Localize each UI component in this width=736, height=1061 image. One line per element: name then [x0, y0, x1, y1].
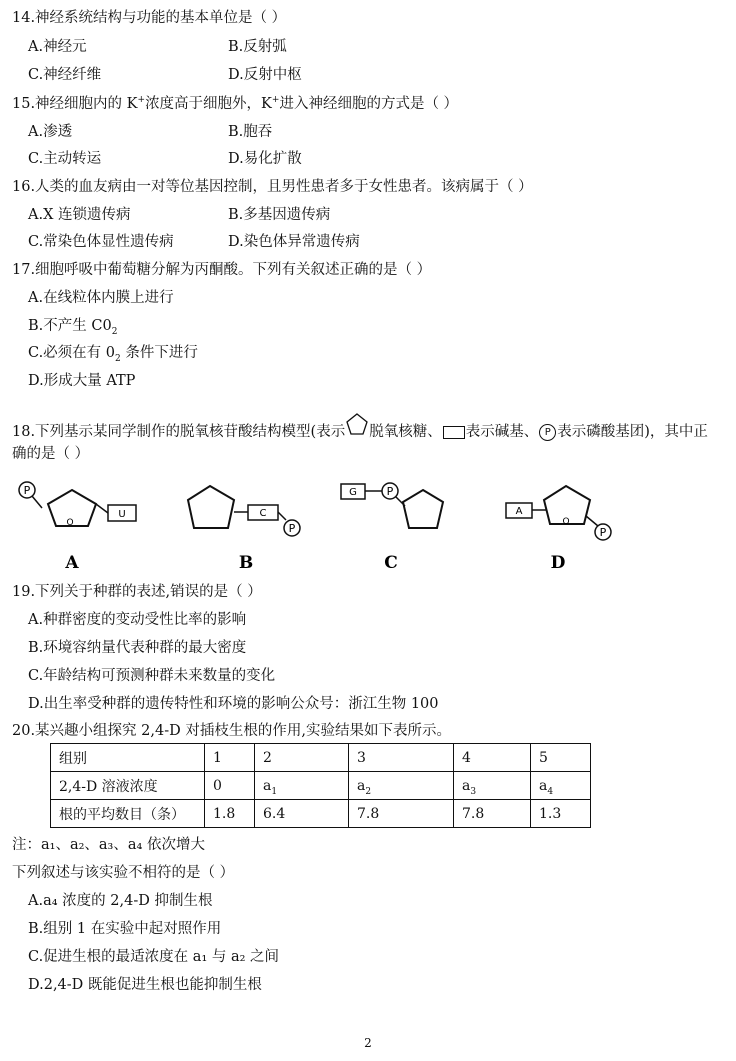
svg-text:C: C: [384, 553, 398, 573]
q16-option-c: C.常染色体显性遗传病: [28, 234, 174, 250]
svg-text:A: A: [515, 506, 523, 517]
q17-option-c: C.必须在有 $0_2$ 条件下进行: [28, 345, 198, 364]
q16-option-d: D.染色体异常遗传病: [228, 234, 360, 250]
svg-text:P: P: [288, 522, 296, 535]
svg-text:U: U: [118, 509, 126, 520]
svg-text:P: P: [599, 526, 607, 539]
svg-text:D: D: [550, 553, 566, 573]
table-cell: 2: [255, 744, 349, 772]
q20-option-c: C.促进生根的最适浓度在 a₁ 与 a₂ 之间: [28, 949, 280, 965]
table-cell: 6.4: [255, 800, 349, 828]
q19-option-b: B.环境容纳量代表种群的最大密度: [28, 640, 247, 656]
table-cell: 根的平均数目（条）: [51, 800, 205, 828]
table-cell: 5: [531, 744, 591, 772]
pentagon-icon: [345, 420, 369, 440]
table-cell: 3: [349, 744, 454, 772]
q15-option-d: D.易化扩散: [228, 151, 302, 167]
svg-text:O: O: [562, 517, 570, 527]
q16-stem: 16.人类的血友病由一对等位基因控制，且男性患者多于女性患者。该病属于（ ）: [12, 179, 533, 195]
svg-text:O: O: [66, 518, 74, 528]
q19-option-d: D.出生率受种群的遗传特性和环境的影响公众号：浙江生物 100: [28, 696, 439, 712]
svg-text:P: P: [386, 485, 394, 498]
q18-model-c: [335, 476, 475, 576]
q14-option-d: D.反射中枢: [228, 67, 302, 83]
q20-option-d: D.2,4-D 既能促进生根也能抑制生根: [28, 977, 262, 993]
q15-option-b: B.胞吞: [228, 124, 273, 140]
table-cell: 组别: [51, 744, 205, 772]
q15-option-c: C.主动转运: [28, 151, 102, 167]
q19-option-c: C.年龄结构可预测种群未来数量的变化: [28, 668, 276, 684]
q17-option-a: A.在线粒体内膜上进行: [28, 290, 174, 306]
table-row: [51, 744, 591, 772]
table-cell: 1.8: [205, 800, 255, 828]
table-cell: $a_3$: [454, 772, 531, 800]
table-cell: 2,4-D 溶液浓度: [51, 772, 205, 800]
q17-option-d: D.形成大量 ATP: [28, 373, 136, 389]
experiment-table: [50, 743, 591, 828]
q19-stem: 19.下列关于种群的表述,销误的是（ ）: [12, 584, 262, 600]
q14-option-b: B.反射弧: [228, 39, 287, 55]
svg-text:P: P: [23, 484, 31, 497]
q18-stem: 18.下列基示某同学制作的脱氧核苷酸结构模型(表示 脱氧核糖、 表示碱基、 P 表示磷酸基团)，其中正: [12, 416, 708, 442]
q18-model-d: [500, 476, 640, 576]
q18-model-b: [180, 476, 320, 576]
rectangle-icon: [443, 426, 465, 439]
q14-option-a: A.神经元: [28, 39, 87, 55]
q18-model-a: [10, 476, 150, 576]
q20-stem2: 下列叙述与该实验不相符的是（ ）: [12, 865, 235, 881]
q20-option-b: B.组别 1 在实验中起对照作用: [28, 921, 222, 937]
svg-text:G: G: [349, 487, 357, 498]
q17-option-b: B.不产生 $C0_2$: [28, 318, 118, 337]
svg-text:C: C: [259, 508, 267, 519]
q20-stem: 20.某兴趣小组探究 2,4-D 对插枝生根的作用,实验结果如下表所示。: [12, 723, 451, 739]
table-cell: $a_1$: [255, 772, 349, 800]
svg-text:B: B: [238, 553, 254, 573]
q15-option-a: A.渗透: [28, 124, 73, 140]
q16-option-b: B.多基因遗传病: [228, 207, 331, 223]
q17-stem: 17.细胞呼吸中葡萄糖分解为丙酮酸。下列有关叙述正确的是（ ）: [12, 262, 432, 278]
q15-stem: 15.神经细胞内的 K+浓度高于细胞外，K+进入神经细胞的方式是（ ）: [12, 95, 459, 112]
q19-option-a: A.种群密度的变动受性比率的影响: [28, 612, 247, 628]
table-cell: 1: [205, 744, 255, 772]
table-cell: $a_2$: [349, 772, 454, 800]
q14-stem: 14.神经系统结构与功能的基本单位是（ ）: [12, 10, 287, 26]
table-row: [51, 772, 591, 800]
table-cell: 4: [454, 744, 531, 772]
q20-note: 注：a₁、a₂、a₃、a₄ 依次增大: [12, 837, 205, 853]
table-cell: 7.8: [454, 800, 531, 828]
q14-option-c: C.神经纤维: [28, 67, 102, 83]
phosphate-icon: P: [539, 424, 556, 441]
page-number: 2: [364, 1036, 372, 1050]
table-row: [51, 800, 591, 828]
q18-stem-line2: 确的是（ ）: [12, 446, 90, 462]
svg-text:A: A: [65, 553, 79, 573]
table-cell: 0: [205, 772, 255, 800]
q16-option-a: A.X 连锁遗传病: [28, 207, 131, 223]
table-cell: $a_4$: [531, 772, 591, 800]
q20-option-a: A.a₄ 浓度的 2,4-D 抑制生根: [28, 893, 213, 909]
table-cell: 7.8: [349, 800, 454, 828]
table-cell: 1.3: [531, 800, 591, 828]
